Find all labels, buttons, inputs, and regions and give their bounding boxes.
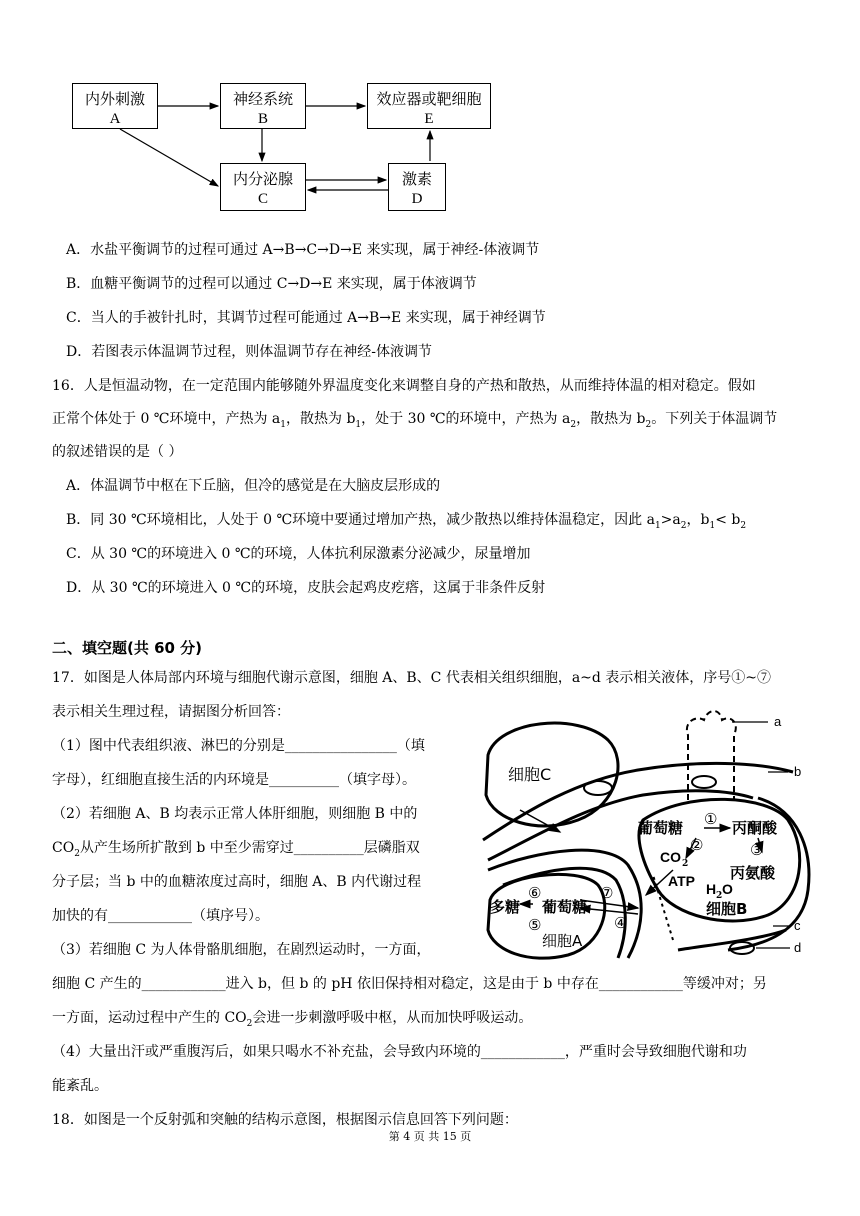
flow-box-b: 神经系统 B <box>220 83 306 129</box>
cell-c <box>486 723 618 826</box>
q17-part3-a: （3）若细胞 C 为人体骨骼肌细胞，在剧烈运动时，一方面， <box>52 942 431 958</box>
q15-option-b: B．血糖平衡调节的过程可以通过 C→D→E 来实现，属于体液调节 <box>66 276 477 292</box>
q17-part4-b: 能紊乱。 <box>52 1078 108 1094</box>
label-cell-b: 细胞B <box>706 900 748 918</box>
q17-part2-a: （2）若细胞 A、B 均表示正常人体肝细胞，则细胞 B 中的 <box>52 806 418 822</box>
arrow-a-c <box>120 129 218 186</box>
label-glucose-b: 葡萄糖 <box>638 819 684 837</box>
red-blood-cell <box>584 781 612 795</box>
label-n2: ② <box>690 836 704 854</box>
label-glucose-a: 葡萄糖 <box>542 898 588 916</box>
q16-option-d: D．从 30 ℃的环境进入 0 ℃的环境，皮肤会起鸡皮疙瘩，这属于非条件反射 <box>66 580 546 596</box>
q17-stem-line2: 表示相关生理过程，请据图分析回答： <box>52 704 290 720</box>
label-n4: ④ <box>614 914 628 932</box>
svg-text:2: 2 <box>716 891 723 901</box>
q16-stem-line2: 正常个体处于 0 ℃环境中，产热为 $a_1$，散热为 $b_1$，处于 30 ℃的环境中，产热为 $a_2$，散热为 $b_2$。下列关于体温调节 <box>52 411 778 430</box>
label-cell-c: 细胞C <box>508 765 552 784</box>
label-a: a <box>774 714 782 729</box>
label-polysaccharide: 多糖 <box>490 898 521 916</box>
flow-box-d: 激素 D <box>388 163 446 211</box>
label-h2o: H <box>706 881 717 897</box>
label-cell-a: 细胞A <box>542 932 583 950</box>
label-n5: ⑤ <box>528 916 542 934</box>
q17-part3-c: 一方面，运动过程中产生的 $CO_2$会进一步刺激呼吸中枢，从而加快呼吸运动。 <box>52 1010 533 1029</box>
tissue-diagram <box>468 700 818 970</box>
q17-stem-line1: 17．如图是人体局部内环境与细胞代谢示意图，细胞 A、B、C 代表相关组织细胞，a~d 表示相关液体，序号①~⑦ <box>52 670 772 686</box>
label-pyruvate: 丙酮酸 <box>732 819 778 837</box>
q17-part2-b: $CO_2$从产生场所扩散到 b 中至少需穿过__________层磷脂双 <box>52 840 420 859</box>
label-n6: ⑥ <box>528 884 542 902</box>
q15-option-c: C．当人的手被针扎时，其调节过程可能通过 A→B→E 来实现，属于神经调节 <box>66 310 546 326</box>
section-heading: 二、填空题(共 60 分) <box>52 639 203 657</box>
q17-part2-d: 加快的有____________（填序号）。 <box>52 908 269 924</box>
svg-text:2: 2 <box>682 859 689 869</box>
q16-stem-line1: 16．人是恒温动物，在一定范围内能够随外界温度变化来调整自身的产热和散热，从而维持体温的相对稳定。假如 <box>52 378 756 394</box>
page-footer: 第 4 页 共 15 页 <box>388 1130 472 1143</box>
q15-option-a: A．水盐平衡调节的过程可通过 A→B→C→D→E 来实现，属于神经-体液调节 <box>66 242 540 258</box>
label-b: b <box>794 764 802 779</box>
label-c: c <box>794 918 801 933</box>
flow-box-e: 效应器或靶细胞 E <box>367 83 491 129</box>
q17-part1-b: 字母），红细胞直接生活的内环境是__________（填字母）。 <box>52 772 416 788</box>
label-d: d <box>794 940 802 955</box>
q17-part4-a: （4）大量出汗或严重腹泻后，如果只喝水不补充盐，会导致内环境的____________，严重时会导致细胞代谢和功 <box>52 1044 747 1060</box>
q17-part2-c: 分子层；当 b 中的血糖浓度过高时，细胞 A、B 内代谢过程 <box>52 874 422 890</box>
label-n3: ③ <box>750 841 764 859</box>
svg-text:O: O <box>722 881 733 897</box>
flow-arrows <box>0 0 520 220</box>
q15-option-d: D．若图表示体温调节过程，则体温调节存在神经-体液调节 <box>66 344 432 360</box>
q17-part1-a: （1）图中代表组织液、淋巴的分别是________________（填 <box>52 738 425 754</box>
label-alanine: 丙氨酸 <box>730 864 776 882</box>
q18-stem: 18．如图是一个反射弧和突触的结构示意图，根据图示信息回答下列问题： <box>52 1112 518 1128</box>
q17-part3-b: 细胞 C 产生的____________进入 b，但 b 的 pH 依旧保持相对稳定，这是由于 b 中存在____________等缓冲对；另 <box>52 976 767 992</box>
q16-option-b: B．同 30 ℃环境相比，人处于 0 ℃环境中要通过增加产热，减少散热以维持体温稳定，因此 $a_1>a_2$，$b_1< b_2$ <box>66 512 747 531</box>
flow-box-c: 内分泌腺 C <box>220 163 306 211</box>
q16-option-a: A．体温调节中枢在下丘脑，但冷的感觉是在大脑皮层形成的 <box>66 478 441 494</box>
label-atp: ATP <box>668 873 695 889</box>
q16-stem-line3: 的叙述错误的是（ ） <box>52 444 183 460</box>
label-n1: ① <box>704 810 718 828</box>
q16-option-c: C．从 30 ℃的环境进入 0 ℃的环境，人体抗利尿激素分泌减少，尿量增加 <box>66 546 531 562</box>
red-blood-cell-2 <box>692 776 716 788</box>
label-n7: ⑦ <box>600 884 614 902</box>
label-co2: CO <box>660 849 681 865</box>
flow-box-a: 内外刺激 A <box>72 83 158 129</box>
